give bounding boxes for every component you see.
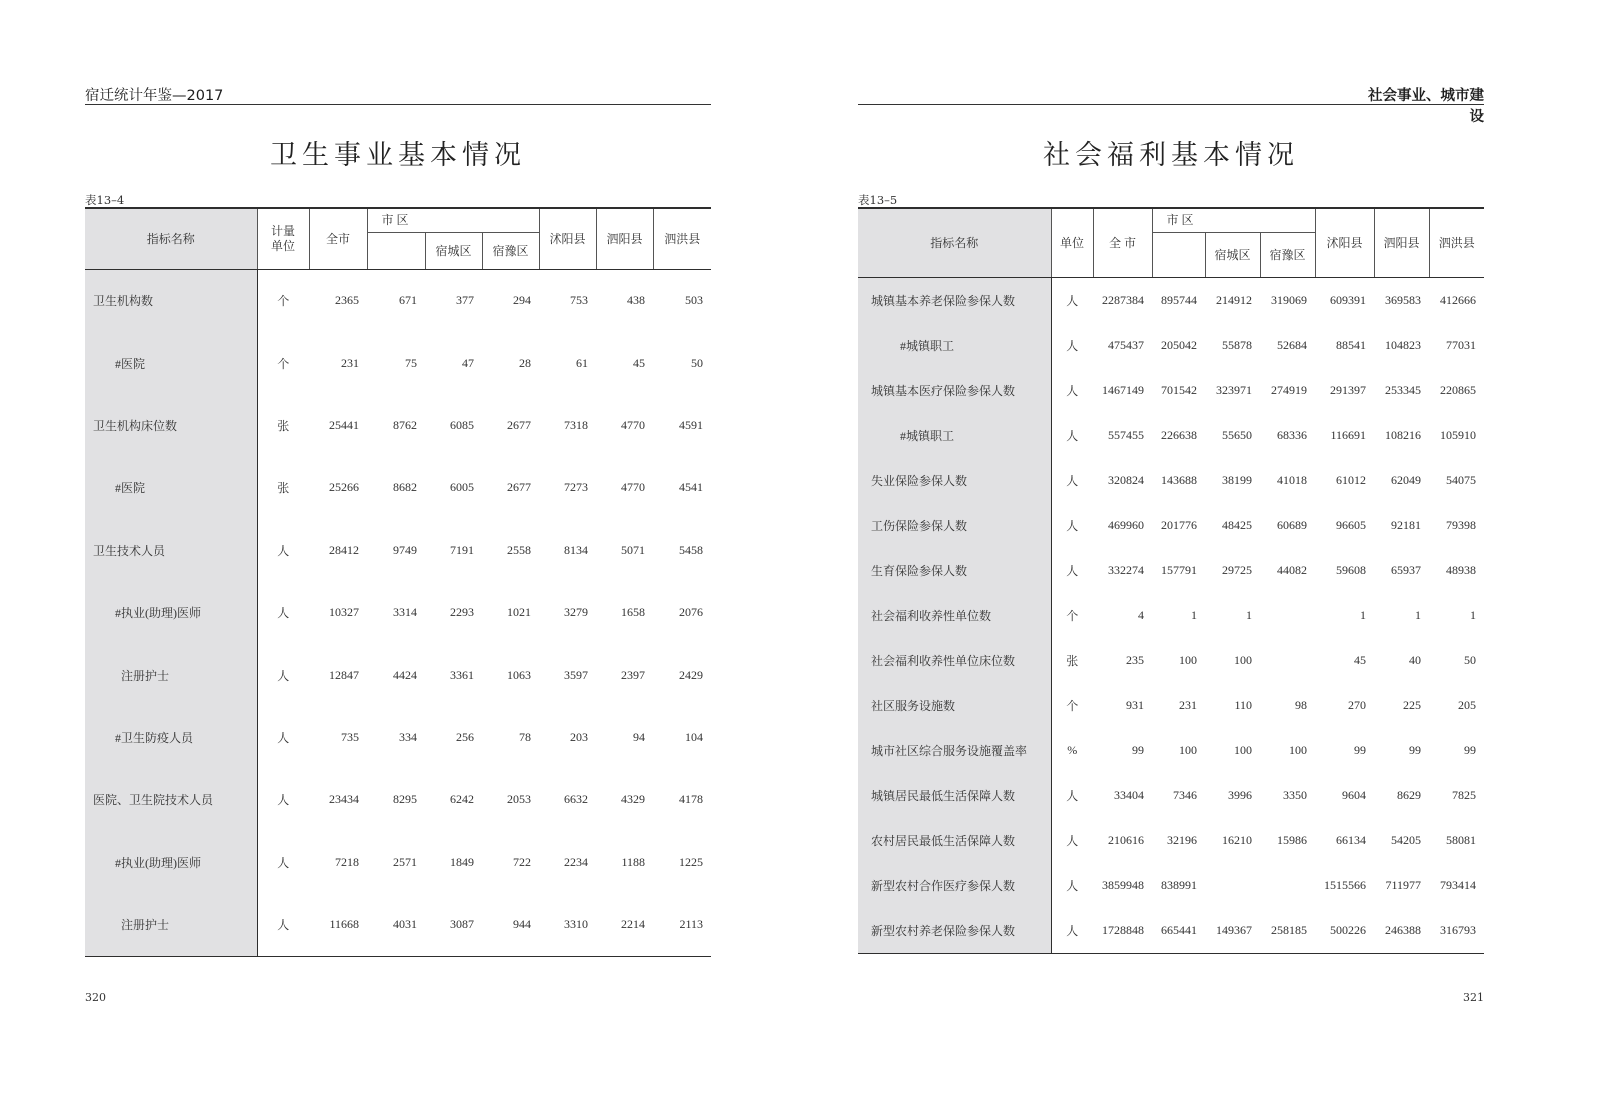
cell-siyang: 1 xyxy=(1415,607,1422,622)
cell-siyang: 104823 xyxy=(1385,337,1422,352)
cell-city: 201776 xyxy=(1161,517,1197,532)
cell-shuyang: 116691 xyxy=(1330,427,1367,442)
cell-sihong: 50 xyxy=(691,355,704,370)
cell-sihong: 7825 xyxy=(1452,787,1477,802)
row-unit: 个 xyxy=(1066,608,1079,623)
cell-suchen: 149367 xyxy=(1216,922,1252,937)
cell-total: 10327 xyxy=(329,605,359,620)
cell-city: 7346 xyxy=(1173,787,1197,802)
cell-shuyang: 753 xyxy=(570,293,589,308)
cell-shuyang: 45 xyxy=(1354,652,1367,667)
cell-suchen: 100 xyxy=(1234,742,1252,757)
col-header-shuyang: 沭阳县 xyxy=(1315,208,1374,277)
cell-shuyang: 7273 xyxy=(564,480,589,495)
cell-siyang: 1658 xyxy=(621,605,646,620)
row-unit: 人 xyxy=(1066,518,1079,533)
running-head: 社会事业、城市建设 xyxy=(1368,88,1484,125)
page-number: 320 xyxy=(85,991,106,1004)
cell-total: 4 xyxy=(1138,607,1144,622)
table-row xyxy=(85,893,711,956)
table-row xyxy=(85,706,711,768)
table-row xyxy=(85,519,711,581)
row-unit: 张 xyxy=(277,418,290,433)
cell-suchen: 6005 xyxy=(450,480,474,495)
cell-total: 210616 xyxy=(1108,832,1144,847)
cell-sihong: 48938 xyxy=(1446,562,1477,577)
cell-total: 12847 xyxy=(329,667,359,682)
table-row xyxy=(858,683,1484,728)
cell-suchen: 29725 xyxy=(1222,562,1252,577)
cell-siyang: 94 xyxy=(633,729,646,744)
row-indicator: 城市社区综合服务设施覆盖率 xyxy=(858,728,1051,773)
cell-suyu: 944 xyxy=(513,917,532,932)
cell-suchen: 16210 xyxy=(1222,832,1252,847)
page-title: 卫生事业基本情况 xyxy=(270,140,526,171)
table-row xyxy=(858,277,1484,323)
cell-total: 28412 xyxy=(329,542,359,557)
cell-suchen: 7191 xyxy=(450,542,474,557)
cell-sihong: 77031 xyxy=(1446,337,1477,352)
cell-suyu: 274919 xyxy=(1271,382,1308,397)
cell-suyu xyxy=(1260,593,1315,638)
cell-sihong: 50 xyxy=(1464,652,1477,667)
row-indicator: #城镇职工 xyxy=(858,413,1051,458)
cell-sihong: 1 xyxy=(1470,607,1477,622)
cell-city: 895744 xyxy=(1161,292,1197,307)
cell-shuyang: 1 xyxy=(1360,607,1367,622)
cell-shuyang: 99 xyxy=(1354,742,1367,757)
col-header-suchen: 宿城区 xyxy=(1205,232,1260,277)
row-unit: 人 xyxy=(1066,293,1079,308)
cell-sihong: 2113 xyxy=(679,917,704,932)
cell-city: 75 xyxy=(405,355,417,370)
table-row xyxy=(858,323,1484,368)
cell-suchen: 6085 xyxy=(450,417,474,432)
cell-shuyang: 1515566 xyxy=(1324,877,1367,892)
cell-total: 735 xyxy=(341,729,359,744)
cell-siyang: 1188 xyxy=(621,854,646,869)
cell-suchen: 38199 xyxy=(1222,472,1252,487)
cell-shuyang: 61 xyxy=(576,355,589,370)
table-row xyxy=(85,831,711,893)
cell-suchen: 47 xyxy=(462,355,474,370)
cell-city: 838991 xyxy=(1161,877,1197,892)
cell-siyang: 4329 xyxy=(621,792,646,807)
table-row xyxy=(858,638,1484,683)
row-indicator: 城镇基本养老保险参保人数 xyxy=(858,277,1051,323)
table-row xyxy=(858,413,1484,458)
table-row xyxy=(858,863,1484,908)
cell-suyu: 28 xyxy=(519,355,532,370)
cell-siyang: 65937 xyxy=(1391,562,1422,577)
cell-suyu: 98 xyxy=(1295,697,1308,712)
cell-shuyang: 609391 xyxy=(1330,292,1367,307)
cell-total: 469960 xyxy=(1108,517,1144,532)
row-indicator: 卫生机构床位数 xyxy=(85,394,257,456)
cell-sihong: 5458 xyxy=(679,542,704,557)
cell-sihong: 316793 xyxy=(1440,922,1477,937)
cell-suchen: 3087 xyxy=(450,917,474,932)
running-head: 宿迁统计年鉴—2017 xyxy=(85,88,224,104)
cell-shuyang: 7318 xyxy=(564,417,589,432)
cell-suyu: 1021 xyxy=(507,605,532,620)
cell-city: 231 xyxy=(1179,697,1197,712)
cell-sihong: 105910 xyxy=(1440,427,1477,442)
row-indicator: 农村居民最低生活保障人数 xyxy=(858,818,1051,863)
cell-suyu: 41018 xyxy=(1277,472,1308,487)
table-row xyxy=(85,581,711,643)
table-code: 表13–4 xyxy=(85,193,125,207)
cell-shuyang: 291397 xyxy=(1330,382,1367,397)
cell-total: 320824 xyxy=(1108,472,1144,487)
welfare-statistics-table xyxy=(858,207,1484,954)
cell-shuyang: 3310 xyxy=(564,917,589,932)
cell-total: 7218 xyxy=(335,854,359,869)
col-header-siyang: 泗阳县 xyxy=(1374,208,1429,277)
cell-shuyang: 3279 xyxy=(564,605,589,620)
page-title: 社会福利基本情况 xyxy=(1043,140,1299,171)
cell-suchen: 6242 xyxy=(450,792,474,807)
cell-siyang: 108216 xyxy=(1385,427,1422,442)
cell-siyang: 2397 xyxy=(621,667,646,682)
row-indicator: #医院 xyxy=(85,332,257,394)
cell-city: 1 xyxy=(1191,607,1197,622)
row-unit: 人 xyxy=(277,855,290,870)
cell-shuyang: 6632 xyxy=(564,792,589,807)
cell-sihong: 58081 xyxy=(1446,832,1477,847)
cell-siyang: 8629 xyxy=(1397,787,1422,802)
cell-shuyang: 66134 xyxy=(1336,832,1367,847)
cell-suchen: 1849 xyxy=(450,854,474,869)
cell-sihong: 99 xyxy=(1464,742,1477,757)
cell-total: 475437 xyxy=(1108,337,1144,352)
table-row xyxy=(858,818,1484,863)
table-row xyxy=(85,457,711,519)
cell-city: 3314 xyxy=(393,605,417,620)
row-indicator: #执业(助理)医师 xyxy=(85,581,257,643)
cell-shuyang: 9604 xyxy=(1342,787,1367,802)
cell-city: 701542 xyxy=(1161,382,1197,397)
cell-shuyang: 270 xyxy=(1348,697,1367,712)
cell-total: 1467149 xyxy=(1102,382,1144,397)
cell-suyu: 100 xyxy=(1289,742,1308,757)
cell-siyang: 40 xyxy=(1409,652,1422,667)
row-unit: 人 xyxy=(277,668,290,683)
row-unit: 人 xyxy=(1066,473,1079,488)
cell-suchen: 55650 xyxy=(1222,427,1252,442)
table-row xyxy=(85,644,711,706)
cell-total: 25266 xyxy=(329,480,359,495)
row-indicator: 失业保险参保人数 xyxy=(858,458,1051,503)
left-page xyxy=(0,0,800,1099)
cell-suyu xyxy=(1260,638,1315,683)
table-header xyxy=(858,208,1484,277)
cell-suchen: 100 xyxy=(1234,652,1252,667)
cell-suyu: 2677 xyxy=(507,480,532,495)
row-unit: 人 xyxy=(1066,338,1079,353)
cell-suyu: 15986 xyxy=(1277,832,1308,847)
table-row xyxy=(858,773,1484,818)
table-row xyxy=(858,593,1484,638)
row-indicator: 城镇居民最低生活保障人数 xyxy=(858,773,1051,818)
table-code: 表13–5 xyxy=(858,193,898,207)
row-indicator: 注册护士 xyxy=(85,893,257,956)
col-header-unit: 计量单位 xyxy=(257,208,309,269)
cell-total: 25441 xyxy=(329,417,359,432)
cell-suyu: 319069 xyxy=(1271,292,1308,307)
table-row xyxy=(85,769,711,831)
cell-suchen: 377 xyxy=(456,293,474,308)
header-rule xyxy=(85,104,711,105)
cell-total: 931 xyxy=(1126,697,1144,712)
cell-siyang: 4770 xyxy=(621,480,646,495)
cell-sihong: 205 xyxy=(1458,697,1477,712)
col-header-suyu: 宿豫区 xyxy=(1260,232,1315,277)
col-header-suyu: 宿豫区 xyxy=(482,232,539,269)
cell-siyang: 92181 xyxy=(1391,517,1422,532)
cell-city: 9749 xyxy=(393,542,417,557)
col-header-city-spacer xyxy=(1152,232,1205,277)
cell-siyang: 2214 xyxy=(621,917,646,932)
cell-total: 1728848 xyxy=(1102,922,1144,937)
row-unit: 人 xyxy=(1066,923,1079,938)
cell-sihong: 4541 xyxy=(679,480,704,495)
table-row xyxy=(85,394,711,456)
row-unit: 人 xyxy=(1066,563,1079,578)
cell-sihong: 4591 xyxy=(679,417,704,432)
cell-shuyang: 500226 xyxy=(1330,922,1367,937)
col-header-total: 全 市 xyxy=(1093,208,1152,277)
cell-siyang: 62049 xyxy=(1391,472,1422,487)
table-row xyxy=(85,269,711,332)
cell-suyu: 52684 xyxy=(1277,337,1308,352)
cell-sihong: 2429 xyxy=(679,667,704,682)
health-statistics-table xyxy=(85,207,711,957)
cell-siyang: 45 xyxy=(633,355,646,370)
cell-suyu: 722 xyxy=(513,854,532,869)
cell-shuyang: 2234 xyxy=(564,854,589,869)
cell-sihong: 104 xyxy=(685,729,704,744)
col-header-city-spacer xyxy=(367,232,425,269)
cell-sihong: 220865 xyxy=(1440,382,1477,397)
cell-shuyang: 8134 xyxy=(564,542,589,557)
cell-sihong: 54075 xyxy=(1446,472,1477,487)
cell-total: 3859948 xyxy=(1102,877,1144,892)
cell-suyu: 294 xyxy=(513,293,532,308)
cell-city: 100 xyxy=(1179,652,1197,667)
col-header-shuyang: 沭阳县 xyxy=(539,208,596,269)
cell-siyang: 4770 xyxy=(621,417,646,432)
cell-city: 4031 xyxy=(393,917,417,932)
row-indicator: 卫生机构数 xyxy=(85,269,257,332)
row-indicator: 医院、卫生院技术人员 xyxy=(85,769,257,831)
col-header-siyang: 泗阳县 xyxy=(596,208,653,269)
cell-city: 671 xyxy=(399,293,417,308)
row-indicator: 新型农村合作医疗参保人数 xyxy=(858,863,1051,908)
cell-siyang: 438 xyxy=(627,293,646,308)
cell-city: 157791 xyxy=(1161,562,1197,577)
cell-suyu: 1063 xyxy=(507,667,532,682)
table-row xyxy=(858,548,1484,593)
row-indicator: 社区服务设施数 xyxy=(858,683,1051,728)
cell-shuyang: 96605 xyxy=(1336,517,1367,532)
cell-sihong: 79398 xyxy=(1446,517,1477,532)
row-indicator: 社会福利收养性单位床位数 xyxy=(858,638,1051,683)
cell-city: 2571 xyxy=(393,854,417,869)
cell-total: 23434 xyxy=(329,792,359,807)
cell-suchen: 110 xyxy=(1234,697,1252,712)
row-unit: 人 xyxy=(277,730,290,745)
row-unit: 人 xyxy=(277,543,290,558)
cell-city: 334 xyxy=(399,729,417,744)
cell-shuyang: 61012 xyxy=(1336,472,1367,487)
cell-suyu: 2677 xyxy=(507,417,532,432)
col-header-city: 市 区 xyxy=(367,208,539,232)
header-rule xyxy=(858,104,1484,105)
page-number: 321 xyxy=(1463,991,1484,1004)
cell-suchen: 323971 xyxy=(1216,382,1252,397)
cell-city: 8295 xyxy=(393,792,417,807)
row-indicator: #执业(助理)医师 xyxy=(85,831,257,893)
cell-suchen: 55878 xyxy=(1222,337,1252,352)
cell-siyang: 711977 xyxy=(1385,877,1422,892)
cell-shuyang: 3597 xyxy=(564,667,589,682)
row-indicator: #城镇职工 xyxy=(858,323,1051,368)
cell-city: 8682 xyxy=(393,480,417,495)
table-body xyxy=(85,269,711,956)
cell-total: 231 xyxy=(341,355,359,370)
row-indicator: 工伤保险参保人数 xyxy=(858,503,1051,548)
cell-city: 205042 xyxy=(1161,337,1197,352)
row-unit: 个 xyxy=(277,294,290,309)
cell-sihong: 2076 xyxy=(679,605,704,620)
table-row xyxy=(858,458,1484,503)
table-body xyxy=(858,277,1484,953)
cell-suyu: 60689 xyxy=(1277,517,1308,532)
row-unit: 人 xyxy=(277,606,290,621)
cell-suyu: 44082 xyxy=(1277,562,1308,577)
row-indicator: 卫生技术人员 xyxy=(85,519,257,581)
cell-suyu: 258185 xyxy=(1271,922,1308,937)
table-header xyxy=(85,208,711,269)
col-header-city: 市 区 xyxy=(1152,208,1315,232)
cell-total: 332274 xyxy=(1108,562,1144,577)
row-unit: 人 xyxy=(277,918,290,933)
cell-suchen: 2293 xyxy=(450,605,474,620)
cell-suyu: 2053 xyxy=(507,792,532,807)
row-unit: 人 xyxy=(1066,833,1079,848)
cell-sihong: 793414 xyxy=(1440,877,1477,892)
row-unit: % xyxy=(1067,742,1078,757)
cell-suchen: 3996 xyxy=(1228,787,1252,802)
cell-city: 226638 xyxy=(1161,427,1197,442)
cell-sihong: 4178 xyxy=(679,792,704,807)
row-indicator: 社会福利收养性单位数 xyxy=(858,593,1051,638)
cell-suyu: 3350 xyxy=(1283,787,1308,802)
row-indicator: 新型农村养老保险参保人数 xyxy=(858,908,1051,954)
cell-siyang: 253345 xyxy=(1385,382,1422,397)
cell-suchen: 1 xyxy=(1246,607,1252,622)
cell-suyu: 68336 xyxy=(1277,427,1308,442)
row-unit: 人 xyxy=(1066,383,1079,398)
cell-total: 11668 xyxy=(329,917,359,932)
cell-shuyang: 59608 xyxy=(1336,562,1367,577)
row-unit: 人 xyxy=(1066,788,1079,803)
col-header-indicator: 指标名称 xyxy=(85,208,257,269)
row-unit: 张 xyxy=(1066,653,1079,668)
cell-suyu: 78 xyxy=(519,729,532,744)
table-row xyxy=(858,728,1484,773)
row-indicator: 生育保险参保人数 xyxy=(858,548,1051,593)
col-header-total: 全市 xyxy=(309,208,367,269)
cell-siyang: 99 xyxy=(1409,742,1422,757)
row-unit: 张 xyxy=(277,481,290,496)
cell-total: 557455 xyxy=(1108,427,1144,442)
table-row xyxy=(858,368,1484,413)
cell-sihong: 503 xyxy=(685,293,704,308)
cell-siyang: 5071 xyxy=(621,542,646,557)
cell-shuyang: 203 xyxy=(570,729,589,744)
cell-total: 33404 xyxy=(1114,787,1144,802)
row-indicator: #医院 xyxy=(85,457,257,519)
cell-siyang: 246388 xyxy=(1385,922,1422,937)
cell-city: 100 xyxy=(1179,742,1197,757)
row-indicator: 城镇基本医疗保险参保人数 xyxy=(858,368,1051,413)
cell-suyu xyxy=(1260,863,1315,908)
row-unit: 个 xyxy=(277,356,290,371)
col-header-suchen: 宿城区 xyxy=(425,232,482,269)
cell-suchen: 256 xyxy=(456,729,474,744)
table-row xyxy=(85,332,711,394)
cell-siyang: 225 xyxy=(1403,697,1422,712)
cell-shuyang: 88541 xyxy=(1336,337,1367,352)
cell-city: 665441 xyxy=(1161,922,1197,937)
cell-total: 99 xyxy=(1132,742,1144,757)
cell-siyang: 369583 xyxy=(1385,292,1422,307)
row-indicator: #卫生防疫人员 xyxy=(85,706,257,768)
row-unit: 人 xyxy=(277,793,290,808)
row-unit: 个 xyxy=(1066,698,1079,713)
col-header-unit: 单位 xyxy=(1051,208,1093,277)
table-row xyxy=(858,503,1484,548)
cell-suyu: 2558 xyxy=(507,542,532,557)
col-header-indicator: 指标名称 xyxy=(858,208,1051,277)
row-unit: 人 xyxy=(1066,428,1079,443)
row-unit: 人 xyxy=(1066,878,1079,893)
cell-sihong: 412666 xyxy=(1440,292,1477,307)
cell-city: 4424 xyxy=(393,667,417,682)
cell-city: 8762 xyxy=(393,417,417,432)
cell-suchen: 48425 xyxy=(1222,517,1252,532)
cell-sihong: 1225 xyxy=(679,854,704,869)
cell-siyang: 54205 xyxy=(1391,832,1422,847)
cell-total: 235 xyxy=(1126,652,1144,667)
table-row xyxy=(858,908,1484,954)
cell-suchen: 214912 xyxy=(1216,292,1252,307)
cell-total: 2365 xyxy=(335,293,359,308)
cell-suchen xyxy=(1205,863,1260,908)
col-header-sihong: 泗洪县 xyxy=(653,208,711,269)
cell-suchen: 3361 xyxy=(450,667,474,682)
row-indicator: 注册护士 xyxy=(85,644,257,706)
cell-city: 32196 xyxy=(1167,832,1197,847)
col-header-sihong: 泗洪县 xyxy=(1429,208,1484,277)
cell-total: 2287384 xyxy=(1102,292,1144,307)
cell-city: 143688 xyxy=(1161,472,1197,487)
